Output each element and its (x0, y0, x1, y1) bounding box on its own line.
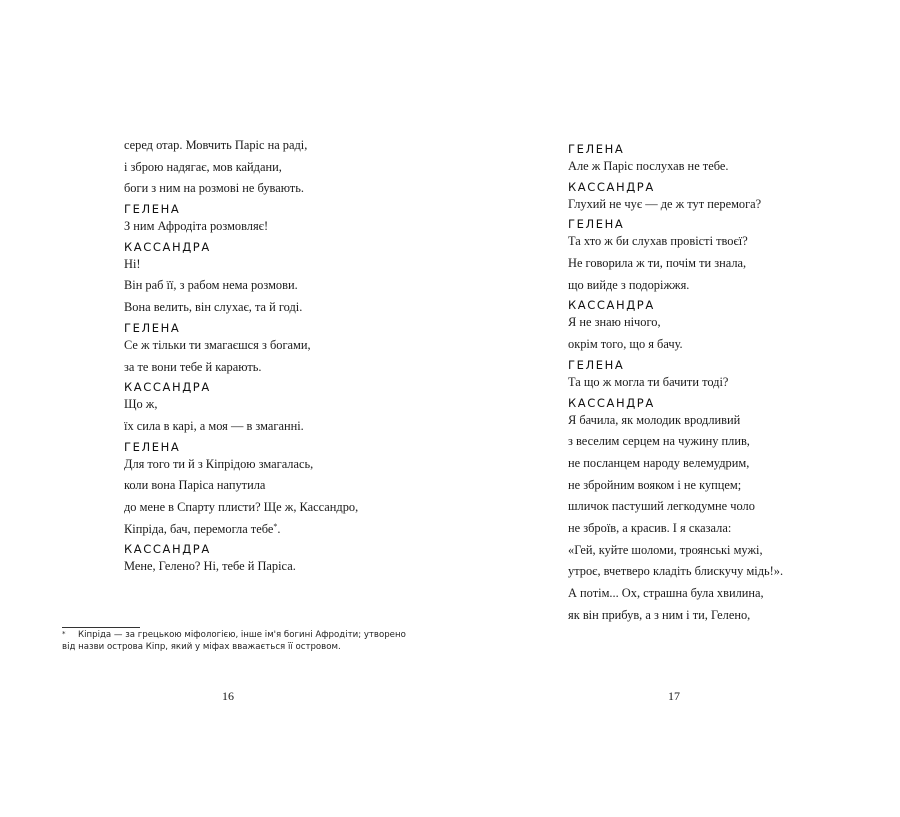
speech (124, 137, 424, 196)
footnote (62, 630, 406, 653)
verse-line: боги з ним на розмові не бувають. (124, 181, 304, 196)
speaker-name: КАССАНДРА (568, 179, 655, 194)
verse-line: Що ж, (124, 397, 158, 412)
speech (124, 321, 424, 375)
speaker-name: КАССАНДРА (124, 542, 211, 557)
speech (568, 396, 888, 623)
verse-line: Для того ти й з Кіпрідою змагалась, (124, 456, 314, 471)
verse-line: серед отар. Мовчить Паріс на раді, (124, 138, 308, 152)
verse-line: їх сила в карі, а моя — в змаганні. (124, 418, 304, 433)
verse-text: Кіпріда, бач, перемогла тебе (124, 521, 274, 536)
speech (124, 380, 424, 434)
speaker-name: ГЕЛЕНА (124, 439, 181, 454)
speech (124, 440, 424, 537)
page-number: 17 (668, 689, 680, 703)
speech (568, 142, 888, 174)
right-page-text (568, 142, 888, 628)
verse-line: З ним Афродіта розмовляє! (124, 219, 269, 234)
left-page-text (124, 137, 424, 580)
verse-line: як він прибув, а з ним і ти, Гелено, (568, 607, 751, 622)
verse-line: Не говорила ж ти, почім ти знала, (568, 256, 747, 271)
verse-line: коли вона Паріса напутила (124, 478, 266, 493)
verse-line: А потім... Ох, страшна була хвилина, (568, 586, 764, 600)
speech (124, 240, 424, 315)
verse-line: до мене в Спарту плисти? Ще ж, Кассандро, (124, 499, 359, 514)
verse-punctuation: . (277, 521, 281, 536)
verse-line: Та що ж могла ти бачити тоді? (568, 374, 729, 389)
speech (568, 180, 888, 212)
verse-line: не збройним вояком і не купцем; (568, 477, 742, 492)
right-page (450, 0, 900, 817)
verse-line: Вона велить, він слухає, та й годі. (124, 300, 303, 315)
verse-line: Я бачила, як молодик вродливий (568, 412, 741, 427)
verse-line: окрім того, що я бачу. (568, 337, 683, 352)
speech (568, 358, 888, 390)
verse-line: Глухий не чує — де ж тут перемога? (568, 196, 762, 211)
footnote-line: Кіпріда — за грецькою міфологією, інше ім'я богині Афродіти; утворено (78, 630, 406, 640)
speaker-name: КАССАНДРА (124, 380, 211, 395)
footnote-reference[interactable]: * (273, 521, 278, 531)
verse-line: Се ж тільки ти змагаєшся з богами, (124, 337, 311, 352)
verse-line-with-footnote (124, 521, 424, 537)
speaker-name: КАССАНДРА (124, 239, 211, 254)
speaker-name: ГЕЛЕНА (124, 320, 181, 335)
speaker-name: ГЕЛЕНА (568, 357, 625, 372)
speech (124, 202, 424, 234)
verse-line: Мене, Гелено? Ні, тебе й Паріса. (124, 559, 296, 574)
speech (124, 542, 424, 574)
speaker-name: КАССАНДРА (568, 395, 655, 410)
verse-line: за те вони тебе й карають. (124, 359, 262, 374)
footnote-line: від назви острова Кіпр, який у міфах вважається її островом. (62, 641, 341, 652)
verse-line: Та хто ж би слухав провісті твоєї? (568, 234, 748, 249)
verse-line: Він раб її, з рабом нема розмови. (124, 278, 298, 293)
speech (568, 298, 888, 352)
verse-line: не посланцем народу велемудрим, (568, 455, 750, 470)
speaker-name: ГЕЛЕНА (124, 202, 181, 217)
verse-line: утроє, вчетверо кладіть блискучу мідь!». (568, 564, 784, 579)
page-number: 16 (222, 689, 234, 703)
verse-line: не зброїв, а красив. І я сказала: (568, 520, 732, 535)
verse-line: Ні! (124, 256, 141, 271)
verse-line: і зброю надягає, мов кайдани, (124, 159, 282, 174)
verse-line: з веселим серцем на чужину плив, (568, 434, 750, 449)
footnote-mark: * (62, 630, 66, 638)
speaker-name: ГЕЛЕНА (568, 217, 625, 232)
verse-line: Я не знаю нічого, (568, 315, 661, 330)
footnote-divider (62, 627, 140, 628)
speaker-name: ГЕЛЕНА (568, 142, 625, 156)
speaker-name: КАССАНДРА (568, 298, 655, 313)
speech (568, 217, 888, 292)
verse-line: шличок пастуший легкодумне чоло (568, 499, 755, 514)
verse-line: «Гей, куйте шоломи, троянські мужі, (568, 542, 763, 557)
verse-line: Але ж Паріс послухав не тебе. (568, 159, 729, 173)
verse-line: що вийде з подоріжжя. (568, 277, 690, 292)
